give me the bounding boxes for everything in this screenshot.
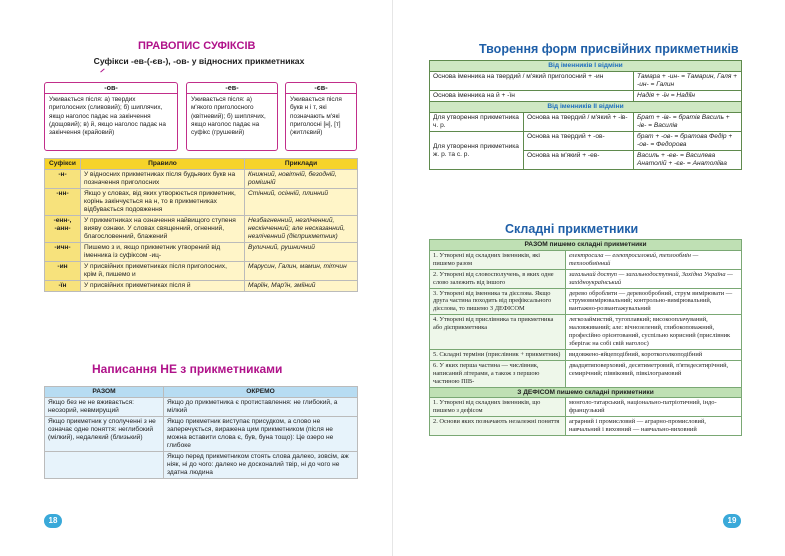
- cell-example: Надія + -їн = Надїїн: [634, 91, 742, 102]
- cell-example: дерево обробляти — деревообробний, струм вимірювати — струмовимірювальний; контрольно-вимірювальний, вантажно-розвантажувальний: [566, 288, 742, 315]
- table-row: [45, 262, 358, 281]
- arrow-left: [100, 69, 105, 73]
- table-row: [430, 72, 742, 91]
- cell-example: Марїїн, Мар'їн, зміїний: [245, 281, 358, 292]
- cell-rule: 6. У яких перша частина — числівник, написаний літерами, а також з першою частиною ПІВ-: [430, 360, 566, 387]
- col-header: Правило: [81, 159, 245, 170]
- table-row: [430, 315, 742, 350]
- table-row: [430, 269, 742, 288]
- suffix-box-head: -ев-: [187, 84, 277, 94]
- cell-rule: Якщо у словах, від яких утворюється прикметник, корінь закінчується на н, то в прикметниках відбувається подовження: [81, 189, 245, 216]
- cell-case: Для утворення прикметника ч. р.: [430, 113, 524, 132]
- suffix-title: ПРАВОПИС СУФІКСІВ: [138, 40, 256, 52]
- cell-example: двадцятиповерховий, десятиметровий, п'ятидесятирічний, семирічний; піввіковий, півкілограмовий: [566, 360, 742, 387]
- cell-example: загальний доступ — загальнодоступний, Західна Україна — західноукраїнський: [566, 269, 742, 288]
- table-row: [430, 91, 742, 102]
- complex-title: Складні прикметники: [505, 222, 639, 236]
- cell-separate: Якщо до прикметника є протиставлення: не глибокий, а мілкий: [164, 398, 358, 417]
- cell-rule: Основа іменника на твердий / м'який приголосний + -ин: [430, 72, 634, 91]
- col-header: ОКРЕМО: [164, 387, 358, 398]
- suffix-box-ev: [186, 82, 278, 151]
- col-header: РАЗОМ: [45, 387, 164, 398]
- cell-rule: 5. Складні терміни (прислівник + прикметник): [430, 349, 566, 360]
- suffix-box-body: Уживається після: а) м'якого приголосного (квітневий); б) шиплячих, якщо наголос падає на суфікс (грушевий): [191, 96, 266, 137]
- cell-example: видовжено-яйцеподібний, короткоголкоподібний: [566, 349, 742, 360]
- table-row: [430, 288, 742, 315]
- band-second-declension: Від іменників II відміни: [430, 102, 742, 113]
- cell-suffix: -енн-, -анн-: [45, 216, 81, 243]
- cell-example: легкозаймистий, тугоплавкий; високооплачуваний, маловживаний; але: вічнозелений, глибокоповажний, професійно орієнтований, суспільно корисний (прислівник зберігає на собі свій наголос): [566, 315, 742, 350]
- table-row: [45, 398, 358, 417]
- cell-suffix: -ичн-: [45, 243, 81, 262]
- forms-table: [429, 60, 742, 170]
- cell-rule: Основа на твердий + -ов-: [524, 132, 634, 151]
- cell-example: Вуличний, рушничний: [245, 243, 358, 262]
- suffix-box-body: Уживається після: а) твердих приголосних (сливовий); б) шиплячих, якщо наголос падає на закінчення (дощовий); в) й, якщо наголос падає на закінчення (крайовий): [49, 96, 166, 137]
- cell-rule: У присвійних прикметниках після приголосних, крім й, пишемо и: [81, 262, 245, 281]
- suffix-box-head: -єв-: [286, 84, 356, 94]
- col-header: Суфікси: [45, 159, 81, 170]
- cell-example: Стінний, осінній, плинний: [245, 189, 358, 216]
- cell-rule: У прикметниках на означення найвищого ступеня вияву ознаки. У словах священний, огненний, благословенний, блажений: [81, 216, 245, 243]
- cell-suffix: -їн: [45, 281, 81, 292]
- table-row: [45, 281, 358, 292]
- cell-example: монголо-татарський, національно-патріотичний, індо-французький: [566, 398, 742, 417]
- suffix-subtitle: Суфікси -ев-(-єв-), -ов- у відносних прикметниках: [93, 56, 305, 66]
- cell-example: Брат + -ів- = братів Василь + -ів- = Василів: [634, 113, 742, 132]
- complex-table: [429, 239, 742, 436]
- band-first-declension: Від іменників I відміни: [430, 61, 742, 72]
- table-row: [45, 417, 358, 452]
- table-row: [430, 113, 742, 132]
- suffix-box-head: -ов-: [45, 84, 177, 94]
- band-together: РАЗОМ пишемо складні прикметники: [430, 240, 742, 251]
- suffix-box-ov: [44, 82, 178, 151]
- table-row: [45, 243, 358, 262]
- cell-suffix: -н-: [45, 170, 81, 189]
- cell-example: Марусин, Галин, мамин, тітчин: [245, 262, 358, 281]
- table-row: [430, 360, 742, 387]
- cell-rule: 1. Утворені від складних іменників, які пишемо разом: [430, 250, 566, 269]
- table-row: [45, 170, 358, 189]
- band-hyphen: З ДЕФІСОМ пишемо складні прикметники: [430, 387, 742, 398]
- ne-title: Написання НЕ з прикметниками: [92, 362, 283, 376]
- cell-rule: 2. Утворені від словосполучень, в яких одне слово залежить від іншого: [430, 269, 566, 288]
- cell-rule: 4. Утворені від прислівника та прикметника або дієприкметника: [430, 315, 566, 350]
- page-number: 19: [723, 514, 741, 528]
- cell-rule: 3. Утворені від іменника та дієслова. Якщо друга частина походить від префіксального дієслова, то пишемо З ДЕФІСОМ: [430, 288, 566, 315]
- suffix-table: [44, 158, 358, 292]
- cell-rule: 2. Основи яких позначають незалежні поняття: [430, 417, 566, 436]
- cell-rule: Пишемо з и, якщо прикметник утворений від іменника із суфіксом -иц-: [81, 243, 245, 262]
- cell-example: брат + -ов- = братова Федір + -ов- = Федорова: [634, 132, 742, 151]
- table-row: [430, 132, 742, 151]
- table-row: [45, 189, 358, 216]
- table-row: [45, 216, 358, 243]
- cell-example: аграрний і промисловий — аграрно-промисловий, навчальний і виховний — навчально-виховний: [566, 417, 742, 436]
- cell-rule: У відносних прикметниках після будьяких букв на позначення приголосних: [81, 170, 245, 189]
- cell-rule: Основа на твердий / м'який + -ів-: [524, 113, 634, 132]
- cell-together: Якщо прикметник у сполученні з не означає одне поняття: неглибокий (мілкий), недалекий (близький): [45, 417, 164, 452]
- table-row: [45, 452, 358, 479]
- table-row: [430, 417, 742, 436]
- ne-table: [44, 386, 358, 479]
- suffix-box-body: Уживається після букв н і т, які позначають м'які приголосні [н], [т] (житлєвий): [290, 96, 342, 137]
- cell-example: Тамара + -ин- = Тамарин, Галя + -ин- = Галин: [634, 72, 742, 91]
- suffix-box-yev: [285, 82, 357, 151]
- cell-rule: У присвійних прикметниках після й: [81, 281, 245, 292]
- cell-rule: 1. Утворені від складних іменників, що пишемо з дефісом: [430, 398, 566, 417]
- table-row: [430, 398, 742, 417]
- cell-together: Якщо без не не вживається: неозорий, невмирущий: [45, 398, 164, 417]
- cell-example: Незбагненний, незліченний, нескінченний; але несказанний, незліченний (дієприкметник): [245, 216, 358, 243]
- cell-rule: Основа на м'який + -ев-: [524, 151, 634, 170]
- cell-suffix: -нн-: [45, 189, 81, 216]
- page-number: 18: [44, 514, 62, 528]
- cell-separate: Якщо прикметник виступає присудком, а слово не заперечується, виражена цим прикметником (після не можна вставити слова є, був, буна тощо): Це озеро не глибоке: [164, 417, 358, 452]
- cell-example: електросила — електросиловий, теплообмін — теплообмінний: [566, 250, 742, 269]
- cell-separate: Якщо перед прикметником стоять слова далеко, зовсім, аж ніяк, ні до чого: далеко не досконалий твір, ні до чого не здатна людина: [164, 452, 358, 479]
- cell-example: Василь + -ев- = Василева Анатолій + -єв- = Анатоліїва: [634, 151, 742, 170]
- forms-title: Творення форм присвійних прикметників: [479, 42, 739, 56]
- table-row: [430, 349, 742, 360]
- col-header: Приклади: [245, 159, 358, 170]
- cell-together: [45, 452, 164, 479]
- cell-suffix: -ин: [45, 262, 81, 281]
- cell-rule: Основа іменника на й + -їн: [430, 91, 634, 102]
- cell-case: Для утворення прикметника ж. р. та с. р.: [430, 132, 524, 170]
- cell-example: Книжний, новітній, безодній, ромішній: [245, 170, 358, 189]
- table-row: [430, 250, 742, 269]
- right-page: [393, 0, 785, 556]
